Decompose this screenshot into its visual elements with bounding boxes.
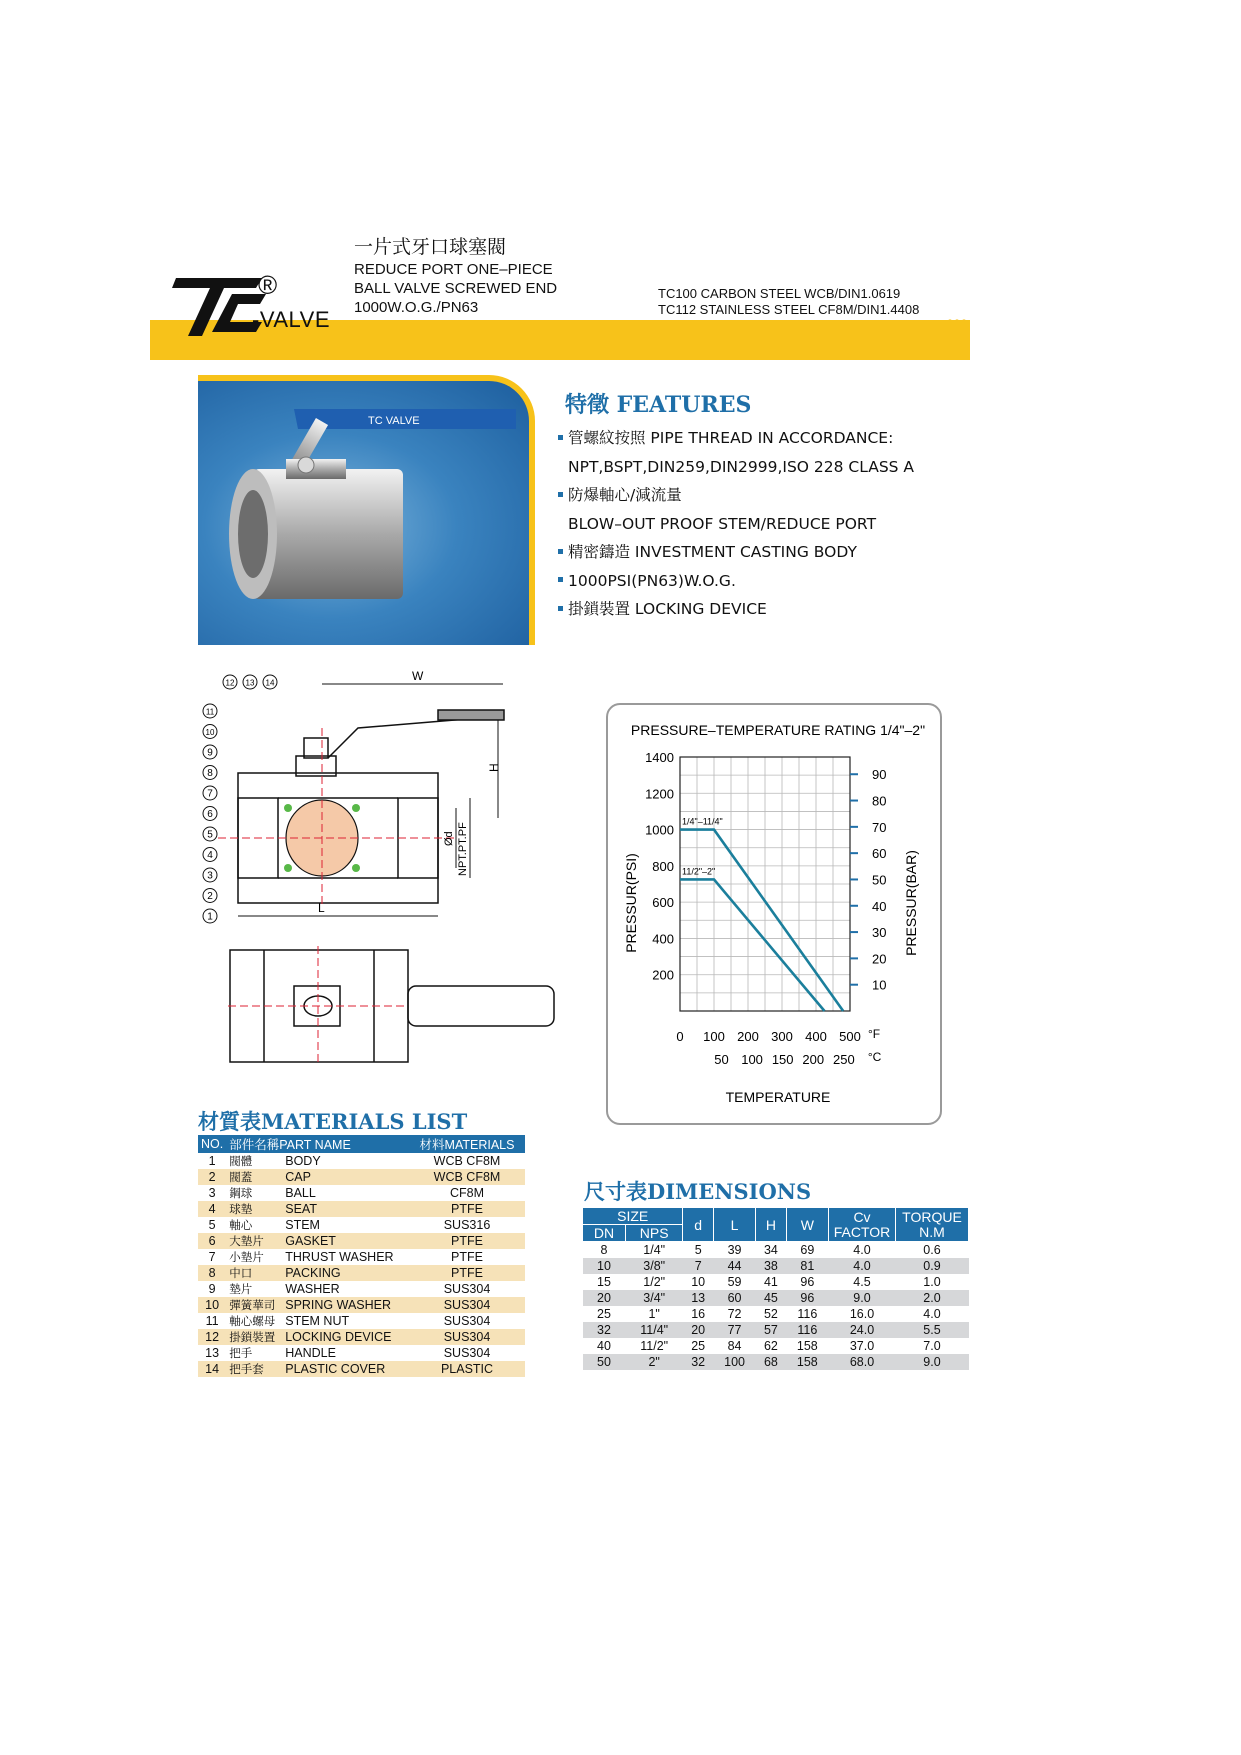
dimensions-cell: 100 — [713, 1354, 755, 1370]
title-line-1: REDUCE PORT ONE–PIECE — [354, 261, 553, 278]
callout-number: 6 — [207, 809, 213, 820]
materials-cell-mat: WCB CF8M — [409, 1169, 525, 1185]
dimensions-cell: 5 — [683, 1242, 713, 1259]
chart-ylabel-right: PRESSUR(BAR) — [903, 850, 919, 956]
product-title-cn: 一片式牙口球塞閥 — [354, 236, 507, 258]
y-right-tick-label: 20 — [872, 951, 887, 967]
dimensions-cell: 41 — [756, 1274, 786, 1290]
features-list — [558, 424, 978, 624]
dimensions-row — [583, 1242, 969, 1259]
callout-number: 9 — [207, 747, 213, 759]
dimensions-row — [583, 1322, 969, 1338]
dimensions-cell: 0.9 — [896, 1258, 969, 1274]
dimensions-cell: 52 — [756, 1306, 786, 1322]
dimension-d-label: Ød — [443, 831, 455, 846]
materials-cell-en: HANDLE — [282, 1345, 409, 1361]
callout-number: 8 — [207, 768, 213, 779]
materials-cell-cn: 軸心 — [226, 1217, 282, 1233]
dimensions-cell: 1/2" — [625, 1274, 683, 1290]
x-tick-label-f: 0 — [676, 1029, 684, 1044]
materials-row — [198, 1297, 525, 1313]
dimensions-cell: 68.0 — [829, 1354, 896, 1370]
materials-cell-no: 6 — [198, 1233, 226, 1249]
header-nps: NPS — [625, 1225, 683, 1242]
callout-number: 14 — [265, 678, 275, 688]
materials-cell-cn: 小墊片 — [226, 1249, 282, 1265]
callout-number: 5 — [207, 829, 213, 841]
dimensions-cell: 62 — [756, 1338, 786, 1354]
materials-row — [198, 1249, 525, 1265]
materials-cell-en: PACKING — [282, 1265, 409, 1281]
materials-cell-cn: 中口 — [226, 1265, 282, 1281]
dimensions-cell: 4.0 — [829, 1258, 896, 1274]
header-h: H — [756, 1208, 786, 1242]
dimensions-cell: 13 — [683, 1290, 713, 1306]
handle-label: TC VALVE — [368, 415, 420, 427]
dimensions-cell: 10 — [683, 1274, 713, 1290]
materials-row — [198, 1153, 525, 1169]
banner-dots — [946, 318, 968, 364]
dimensions-cell: 16 — [683, 1306, 713, 1322]
materials-cell-en: WASHER — [282, 1281, 409, 1297]
dimensions-cell: 4.0 — [896, 1306, 969, 1322]
materials-cell-cn: 把手套 — [226, 1361, 282, 1377]
header-dn: DN — [583, 1225, 626, 1242]
materials-cell-no: 14 — [198, 1361, 226, 1377]
materials-cell-mat: PTFE — [409, 1233, 525, 1249]
x-tick-label-f: 300 — [771, 1029, 793, 1044]
model-line-2: TC112 STAINLESS STEEL CF8M/DIN1.4408 — [658, 302, 920, 317]
dimensions-cell: 5.5 — [896, 1322, 969, 1338]
dimensions-cell: 1.0 — [896, 1274, 969, 1290]
materials-cell-en: BALL — [282, 1185, 409, 1201]
materials-cell-en: LOCKING DEVICE — [282, 1329, 409, 1345]
materials-cell-no: 12 — [198, 1329, 226, 1345]
feature-item: 防爆軸心/減流量 — [558, 481, 978, 510]
registered-mark: ® — [258, 270, 278, 300]
materials-row — [198, 1185, 525, 1201]
dimensions-row — [583, 1258, 969, 1274]
brand-suffix: -VALVE — [252, 307, 330, 332]
y-tick-label: 1200 — [645, 786, 674, 802]
materials-row — [198, 1217, 525, 1233]
y-right-tick-label: 30 — [872, 925, 887, 941]
materials-row — [198, 1233, 525, 1249]
materials-cell-en: SPRING WASHER — [282, 1297, 409, 1313]
dimensions-cell: 15 — [583, 1274, 626, 1290]
dimensions-cell: 3/4" — [625, 1290, 683, 1306]
materials-row — [198, 1329, 525, 1345]
materials-cell-no: 1 — [198, 1153, 226, 1169]
dimensions-row — [583, 1354, 969, 1370]
x-unit-f: °F — [868, 1027, 881, 1041]
materials-cell-en: BODY — [282, 1153, 409, 1169]
y-right-tick-label: 90 — [872, 767, 887, 783]
dimensions-cell: 158 — [786, 1338, 828, 1354]
callout-number: 13 — [245, 678, 255, 688]
materials-cell-mat: PTFE — [409, 1249, 525, 1265]
materials-cell-no: 2 — [198, 1169, 226, 1185]
y-tick-label: 600 — [652, 895, 674, 911]
callout-number: 4 — [207, 850, 213, 861]
x-tick-label-f: 400 — [805, 1029, 827, 1044]
header-d: d — [683, 1208, 713, 1242]
callout-number: 3 — [207, 870, 213, 882]
dimensions-cell: 1" — [625, 1306, 683, 1322]
materials-header-row — [198, 1135, 525, 1153]
dimensions-cell: 20 — [583, 1290, 626, 1306]
callout-number: 12 — [225, 678, 235, 688]
materials-row — [198, 1313, 525, 1329]
materials-cell-cn: 軸心螺母 — [226, 1313, 282, 1329]
series-label: 11/2"–2" — [682, 866, 716, 877]
dimension-l-label: L — [318, 901, 325, 915]
materials-cell-cn: 閥體 — [226, 1153, 282, 1169]
x-tick-label-c: 200 — [802, 1052, 825, 1067]
dimension-thread-label: NPT.PT.PF — [457, 822, 469, 876]
materials-cell-mat: PLASTIC — [409, 1361, 525, 1377]
materials-cell-mat: SUS304 — [409, 1297, 525, 1313]
materials-row — [198, 1169, 525, 1185]
y-tick-label: 800 — [652, 858, 674, 874]
feature-item: 管螺紋按照 PIPE THREAD IN ACCORDANCE: — [558, 424, 978, 453]
materials-cell-mat: SUS304 — [409, 1329, 525, 1345]
materials-title: 材質表MATERIALS LIST — [198, 1109, 468, 1134]
materials-cell-mat: CF8M — [409, 1185, 525, 1201]
dimensions-cell: 44 — [713, 1258, 755, 1274]
dimension-h-label: H — [487, 763, 501, 772]
dimensions-cell: 24.0 — [829, 1322, 896, 1338]
dimensions-cell: 77 — [713, 1322, 755, 1338]
header-l: L — [713, 1208, 755, 1242]
materials-cell-no: 5 — [198, 1217, 226, 1233]
x-tick-label-f: 500 — [839, 1029, 861, 1044]
dimensions-cell: 0.6 — [896, 1242, 969, 1259]
y-right-tick-label: 80 — [872, 793, 887, 809]
dimensions-cell: 84 — [713, 1338, 755, 1354]
chart-xlabel: TEMPERATURE — [725, 1089, 831, 1105]
x-tick-label-c: 100 — [741, 1052, 763, 1067]
dimensions-cell: 11/2" — [625, 1338, 683, 1354]
series-line — [680, 879, 825, 1011]
dimensions-cell: 116 — [786, 1306, 828, 1322]
dimension-w-label: W — [412, 669, 424, 683]
feature-item: 1000PSI(PN63)W.O.G. — [558, 567, 978, 596]
y-tick-label: 400 — [652, 931, 674, 947]
materials-row — [198, 1281, 525, 1297]
materials-cell-cn: 墊片 — [226, 1281, 282, 1297]
dimensions-cell: 25 — [683, 1338, 713, 1354]
y-right-tick-label: 40 — [872, 898, 887, 914]
dimensions-cell: 2" — [625, 1354, 683, 1370]
title-line-3: 1000W.O.G./PN63 — [354, 299, 479, 316]
bullet-icon — [558, 577, 563, 582]
dimensions-cell: 9.0 — [829, 1290, 896, 1306]
materials-cell-mat: PTFE — [409, 1265, 525, 1281]
x-tick-label-c: 250 — [833, 1052, 855, 1067]
pressure-temperature-chart — [606, 703, 942, 1125]
dimensions-cell: 7.0 — [896, 1338, 969, 1354]
x-tick-label-f: 200 — [737, 1029, 759, 1044]
dimensions-cell: 72 — [713, 1306, 755, 1322]
model-specs — [658, 286, 919, 318]
y-right-tick-label: 10 — [872, 977, 887, 993]
dimensions-cell: 37.0 — [829, 1338, 896, 1354]
dimensions-cell: 39 — [713, 1242, 755, 1259]
dimensions-cell: 8 — [583, 1242, 626, 1259]
dimensions-cell: 68 — [756, 1354, 786, 1370]
series-label: 1/4"–11/4" — [682, 816, 723, 827]
top-view-drawing — [228, 946, 568, 1066]
materials-row — [198, 1345, 525, 1361]
materials-cell-en: THRUST WASHER — [282, 1249, 409, 1265]
materials-cell-mat: SUS304 — [409, 1313, 525, 1329]
dimensions-cell: 20 — [683, 1322, 713, 1338]
materials-cell-cn: 掛鎖裝置 — [226, 1329, 282, 1345]
callout-number: 2 — [207, 891, 213, 902]
y-tick-label: 1000 — [645, 822, 674, 838]
dimensions-cell: 10 — [583, 1258, 626, 1274]
materials-cell-en: STEM NUT — [282, 1313, 409, 1329]
materials-cell-mat: SUS316 — [409, 1217, 525, 1233]
dimensions-header-row — [583, 1208, 969, 1225]
dimensions-cell: 34 — [756, 1242, 786, 1259]
materials-cell-mat: SUS304 — [409, 1345, 525, 1361]
y-right-tick-label: 60 — [872, 846, 887, 862]
x-unit-c: °C — [867, 1050, 882, 1064]
x-tick-label-c: 150 — [771, 1052, 794, 1067]
dimensions-cell: 32 — [583, 1322, 626, 1338]
y-right-tick-label: 50 — [872, 872, 887, 888]
model-line-1: TC100 CARBON STEEL WCB/DIN1.0619 — [658, 286, 901, 301]
dimensions-cell: 11/4" — [625, 1322, 683, 1338]
feature-item: 掛鎖裝置 LOCKING DEVICE — [558, 595, 978, 624]
materials-cell-no: 3 — [198, 1185, 226, 1201]
materials-cell-cn: 彈簧華司 — [226, 1297, 282, 1313]
materials-cell-en: PLASTIC COVER — [282, 1361, 409, 1377]
materials-cell-no: 8 — [198, 1265, 226, 1281]
y-tick-label: 1400 — [645, 750, 674, 765]
dimensions-title: 尺寸表DIMENSIONS — [584, 1179, 812, 1204]
materials-cell-cn: 閥蓋 — [226, 1169, 282, 1185]
materials-cell-no: 10 — [198, 1297, 226, 1313]
materials-row — [198, 1361, 525, 1377]
materials-cell-mat: SUS304 — [409, 1281, 525, 1297]
dimensions-table — [582, 1207, 969, 1370]
header-cv: Cv FACTOR — [829, 1208, 896, 1242]
dimensions-cell: 96 — [786, 1274, 828, 1290]
dimensions-cell: 25 — [583, 1306, 626, 1322]
dimensions-cell: 116 — [786, 1322, 828, 1338]
materials-cell-no: 13 — [198, 1345, 226, 1361]
materials-row — [198, 1265, 525, 1281]
dimensions-cell: 40 — [583, 1338, 626, 1354]
materials-cell-mat: PTFE — [409, 1201, 525, 1217]
dimensions-cell: 60 — [713, 1290, 755, 1306]
materials-cell-mat: WCB CF8M — [409, 1153, 525, 1169]
callout-number: 1 — [207, 911, 213, 923]
dimensions-cell: 4.5 — [829, 1274, 896, 1290]
dimensions-row — [583, 1274, 969, 1290]
y-tick-label: 200 — [652, 967, 674, 983]
product-title-en — [354, 260, 557, 317]
chart-ylabel: PRESSUR(PSI) — [623, 853, 639, 953]
dimensions-cell: 45 — [756, 1290, 786, 1306]
x-tick-label-c: 50 — [714, 1052, 729, 1067]
materials-cell-no: 9 — [198, 1281, 226, 1297]
materials-table — [198, 1135, 525, 1377]
header-torque: TORQUE N.M — [896, 1208, 969, 1242]
dimensions-cell: 158 — [786, 1354, 828, 1370]
dimensions-cell: 57 — [756, 1322, 786, 1338]
dimensions-cell: 9.0 — [896, 1354, 969, 1370]
bullet-icon — [558, 549, 563, 554]
header-part-name: 部件名稱PART NAME — [226, 1135, 409, 1153]
callout-number: 10 — [205, 728, 215, 737]
dimensions-cell: 69 — [786, 1242, 828, 1259]
callout-number: 11 — [205, 707, 215, 717]
dimensions-cell: 4.0 — [829, 1242, 896, 1259]
header-materials: 材料MATERIALS — [409, 1135, 525, 1153]
materials-cell-en: STEM — [282, 1217, 409, 1233]
materials-cell-cn: 球墊 — [226, 1201, 282, 1217]
chart-title: PRESSURE–TEMPERATURE RATING 1/4"–2" — [630, 722, 926, 738]
dimensions-cell: 3/8" — [625, 1258, 683, 1274]
materials-cell-cn: 鋼球 — [226, 1185, 282, 1201]
feature-item: NPT,BSPT,DIN259,DIN2999,ISO 228 CLASS A — [568, 457, 915, 476]
dimensions-cell: 38 — [756, 1258, 786, 1274]
header-no: NO. — [198, 1135, 226, 1153]
product-photo — [198, 375, 535, 645]
dimensions-cell: 59 — [713, 1274, 755, 1290]
dimensions-cell: 32 — [683, 1354, 713, 1370]
materials-cell-no: 7 — [198, 1249, 226, 1265]
dimensions-cell: 16.0 — [829, 1306, 896, 1322]
header-size: SIZE — [583, 1208, 683, 1225]
bullet-icon — [558, 435, 563, 440]
dimensions-cell: 1/4" — [625, 1242, 683, 1259]
feature-item: 精密鑄造 INVESTMENT CASTING BODY — [558, 538, 978, 567]
title-line-2: BALL VALVE SCREWED END — [354, 280, 558, 297]
materials-cell-no: 11 — [198, 1313, 226, 1329]
features-title: 特徵 FEATURES — [565, 392, 752, 418]
feature-item: BLOW–OUT PROOF STEM/REDUCE PORT — [568, 514, 877, 533]
dimensions-cell: 50 — [583, 1354, 626, 1370]
x-tick-label-f: 100 — [703, 1029, 725, 1044]
dimensions-cell: 7 — [683, 1258, 713, 1274]
materials-cell-en: CAP — [282, 1169, 409, 1185]
ball-valve-illustration — [198, 381, 529, 645]
materials-cell-en: SEAT — [282, 1201, 409, 1217]
y-right-tick-label: 70 — [872, 819, 887, 835]
dimensions-cell: 2.0 — [896, 1290, 969, 1306]
bullet-icon — [558, 606, 563, 611]
materials-cell-en: GASKET — [282, 1233, 409, 1249]
materials-cell-cn: 大墊片 — [226, 1233, 282, 1249]
callout-number: 7 — [207, 788, 213, 800]
materials-cell-cn: 把手 — [226, 1345, 282, 1361]
bullet-icon — [558, 492, 563, 497]
dimensions-row — [583, 1290, 969, 1306]
materials-cell-no: 4 — [198, 1201, 226, 1217]
materials-row — [198, 1201, 525, 1217]
dimensions-row — [583, 1306, 969, 1322]
header-w: W — [786, 1208, 828, 1242]
dimensions-cell: 96 — [786, 1290, 828, 1306]
dimensions-row — [583, 1338, 969, 1354]
dimensions-cell: 81 — [786, 1258, 828, 1274]
cross-section-drawing — [198, 668, 568, 930]
